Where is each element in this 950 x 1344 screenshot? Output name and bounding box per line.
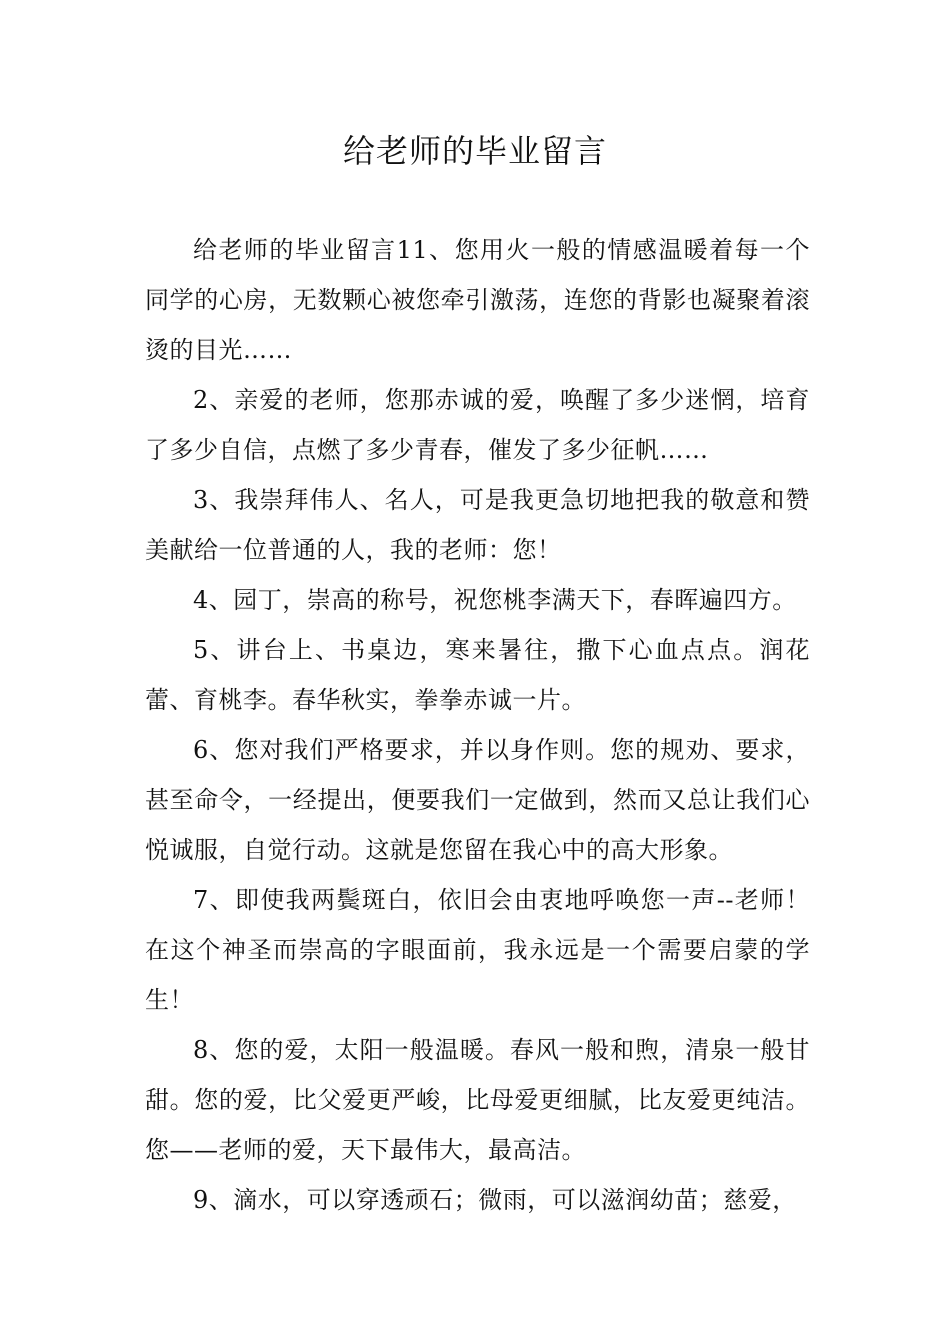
paragraph-8: 8、您的爱，太阳一般温暖。春风一般和煦，清泉一般甘甜。您的爱，比父爱更严峻，比母爱更细腻，比友爱更纯洁。您——老师的爱，天下最伟大，最高洁。 — [145, 1036, 810, 1164]
paragraph-2: 2、亲爱的老师，您那赤诚的爱，唤醒了多少迷惘，培育了多少自信，点燃了多少青春，催发了多少征帆…… — [145, 386, 810, 464]
paragraph-3: 3、我崇拜伟人、名人，可是我更急切地把我的敬意和赞美献给一位普通的人，我的老师：您！ — [145, 486, 810, 564]
paragraph-7: 7、即使我两鬓斑白，依旧会由衷地呼唤您一声--老师！在这个神圣而崇高的字眼面前，我永远是一个需要启蒙的学生！ — [145, 886, 810, 1014]
paragraph-6: 6、您对我们严格要求，并以身作则。您的规劝、要求，甚至命令，一经提出，便要我们一定做到，然而又总让我们心悦诚服，自觉行动。这就是您留在我心中的高大形象。 — [145, 736, 810, 864]
paragraph-5: 5、讲台上、书桌边，寒来暑往，撒下心血点点。润花蕾、育桃李。春华秋实，拳拳赤诚一片。 — [145, 636, 810, 714]
paragraph-4: 4、园丁，崇高的称号，祝您桃李满天下，春晖遍四方。 — [193, 586, 797, 614]
paragraph-9: 9、滴水，可以穿透顽石；微雨，可以滋润幼苗；慈爱， — [193, 1186, 797, 1214]
paragraph-1: 给老师的毕业留言11、您用火一般的情感温暖着每一个同学的心房，无数颗心被您牵引激荡，连您的背影也凝聚着滚烫的目光…… — [145, 236, 810, 364]
document-title: 给老师的毕业留言 — [342, 132, 607, 170]
document-body — [145, 225, 810, 1225]
